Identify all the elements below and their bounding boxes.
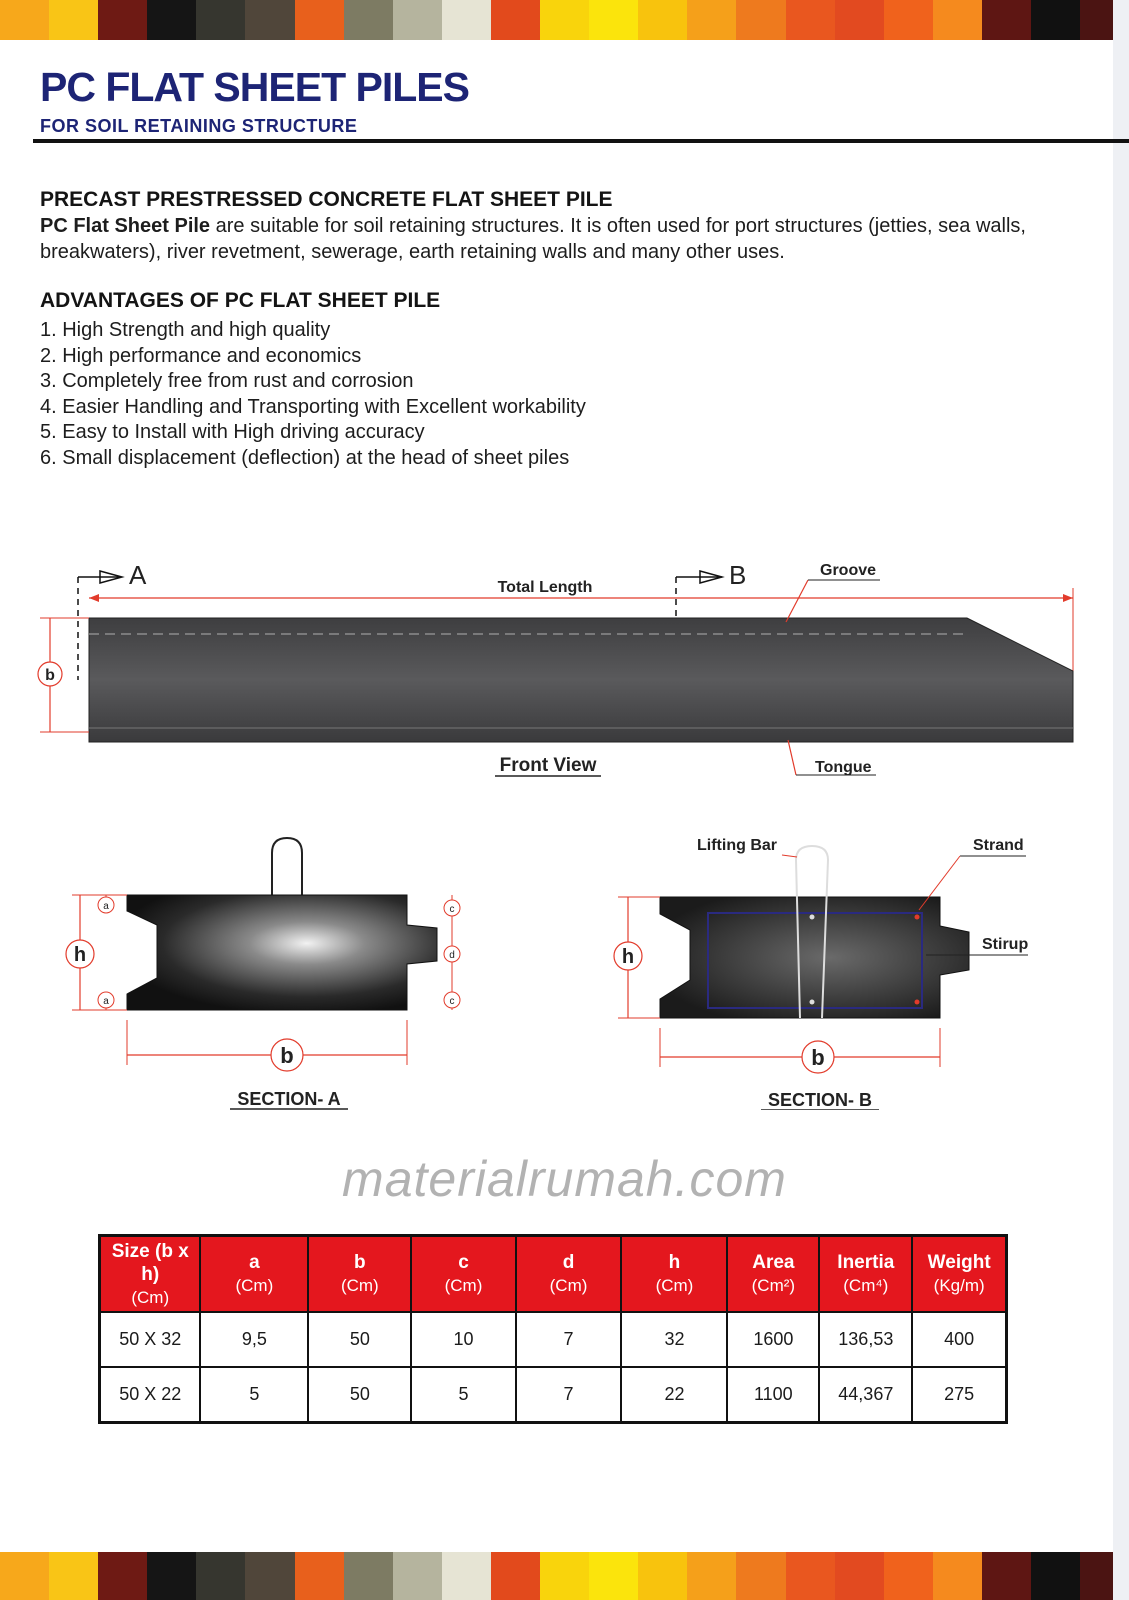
strand-dot bbox=[810, 1000, 815, 1005]
tongue-label: Tongue bbox=[815, 759, 872, 776]
front-view bbox=[38, 560, 1073, 776]
color-swatch bbox=[540, 0, 589, 40]
col-header-b: b (Cm) bbox=[308, 1236, 411, 1313]
lifting-bar-label: Lifting Bar bbox=[697, 837, 777, 854]
intro-lead-rest: are suitable for soil retaining structures. It is often used for port structures (jetties, sea walls, breakwaters), river revetment, sewerage, earth retaining walls and many other uses. bbox=[40, 215, 1026, 263]
color-swatch bbox=[295, 0, 344, 40]
table-cell: 44,367 bbox=[819, 1367, 912, 1423]
table-cell: 5 bbox=[411, 1367, 515, 1423]
col-header-area: Area (Cm²) bbox=[727, 1236, 819, 1313]
color-swatch bbox=[1031, 0, 1080, 40]
intro-heading: PRECAST PRESTRESSED CONCRETE FLAT SHEET PILE bbox=[40, 188, 613, 211]
intro-paragraph bbox=[40, 213, 1100, 265]
page-title: PC FLAT SHEET PILES bbox=[40, 64, 469, 110]
color-swatch bbox=[196, 0, 245, 40]
table-cell: 50 bbox=[308, 1367, 411, 1423]
col-header-weight: Weight (Kg/m) bbox=[912, 1236, 1006, 1313]
color-swatch bbox=[344, 1552, 393, 1600]
color-swatch bbox=[491, 0, 540, 40]
lifting-bar-leader bbox=[782, 855, 797, 857]
table-cell: 22 bbox=[621, 1367, 727, 1423]
color-swatch bbox=[442, 1552, 491, 1600]
color-swatch bbox=[884, 1552, 933, 1600]
dim-arrow-icon bbox=[1063, 594, 1073, 602]
list-item: 4. Easier Handling and Transporting with Excellent workability bbox=[40, 395, 586, 418]
color-swatch bbox=[589, 0, 638, 40]
section-b-caption: SECTION- B bbox=[767, 1090, 873, 1110]
table-cell: 50 bbox=[308, 1312, 411, 1367]
color-swatch bbox=[638, 0, 687, 40]
color-swatch bbox=[491, 1552, 540, 1600]
section-a bbox=[66, 838, 460, 1109]
color-swatch bbox=[147, 0, 196, 40]
lifting-loop bbox=[272, 838, 302, 895]
col-header-d: d (Cm) bbox=[516, 1236, 622, 1313]
total-length-label: Total Length bbox=[497, 579, 593, 596]
table-cell: 32 bbox=[621, 1312, 727, 1367]
c-dim-label: c bbox=[449, 904, 455, 915]
h-dim-label: h bbox=[73, 944, 87, 966]
color-swatch bbox=[884, 0, 933, 40]
color-swatch bbox=[295, 1552, 344, 1600]
color-swatch bbox=[245, 1552, 294, 1600]
table-cell: 9,5 bbox=[200, 1312, 308, 1367]
color-swatch bbox=[393, 1552, 442, 1600]
table-cell: 136,53 bbox=[819, 1312, 912, 1367]
list-item: 5. Easy to Install with High driving accuracy bbox=[40, 421, 425, 444]
color-swatch bbox=[786, 0, 835, 40]
table-cell: 7 bbox=[516, 1367, 622, 1423]
color-swatch bbox=[49, 0, 98, 40]
table-cell: 50 X 32 bbox=[100, 1312, 201, 1367]
color-swatch bbox=[245, 0, 294, 40]
strand-dot bbox=[915, 915, 920, 920]
list-item: 3. Completely free from rust and corrosion bbox=[40, 370, 414, 393]
b-dim-label: b bbox=[811, 1045, 825, 1070]
color-swatch bbox=[638, 1552, 687, 1600]
pile-body bbox=[89, 618, 1073, 742]
table-cell: 7 bbox=[516, 1312, 622, 1367]
h-dim-label: h bbox=[621, 946, 635, 968]
intro-lead-bold: PC Flat Sheet Pile bbox=[40, 215, 211, 237]
dim-arrow-icon bbox=[89, 594, 99, 602]
col-header-inertia: Inertia (Cm⁴) bbox=[819, 1236, 912, 1313]
color-swatch bbox=[982, 1552, 1031, 1600]
color-swatch bbox=[687, 1552, 736, 1600]
color-swatch bbox=[736, 1552, 785, 1600]
color-swatch bbox=[0, 0, 49, 40]
list-item: 2. High performance and economics bbox=[40, 344, 362, 367]
advantages-heading: ADVANTAGES OF PC FLAT SHEET PILE bbox=[40, 289, 441, 312]
table-cell: 1600 bbox=[727, 1312, 819, 1367]
color-swatch bbox=[540, 1552, 589, 1600]
strand-label: Strand bbox=[973, 837, 1024, 854]
stirup-label: Stirup bbox=[982, 936, 1029, 953]
color-swatch bbox=[147, 1552, 196, 1600]
front-view-caption: Front View bbox=[499, 755, 597, 776]
section-b bbox=[614, 837, 1028, 1110]
section-b-marker: B bbox=[729, 560, 747, 590]
header-rule bbox=[33, 139, 1129, 143]
list-item: 6. Small displacement (deflection) at the head of sheet piles bbox=[40, 446, 570, 469]
table-row bbox=[100, 1367, 1007, 1423]
groove-leader bbox=[786, 580, 808, 622]
page-subtitle: FOR SOIL RETAINING STRUCTURE bbox=[40, 116, 358, 136]
table-row bbox=[100, 1312, 1007, 1367]
a-dim-label: a bbox=[103, 996, 109, 1007]
col-header-c: c (Cm) bbox=[411, 1236, 515, 1313]
d-dim-label: d bbox=[449, 950, 455, 961]
tongue-leader bbox=[788, 740, 796, 775]
list-item: 1. High Strength and high quality bbox=[40, 319, 331, 341]
b-dim-label: b bbox=[280, 1043, 294, 1068]
table-cell: 275 bbox=[912, 1367, 1006, 1423]
groove-label: Groove bbox=[820, 562, 877, 579]
b-dim-label: b bbox=[45, 667, 55, 684]
section-a-marker: A bbox=[129, 560, 147, 590]
color-swatch bbox=[344, 0, 393, 40]
c-dim-label: c bbox=[449, 996, 455, 1007]
color-swatch bbox=[687, 0, 736, 40]
advantages-list bbox=[40, 318, 586, 472]
strand-dot bbox=[915, 1000, 920, 1005]
section-a-body bbox=[127, 895, 437, 1010]
a-dim-label: a bbox=[103, 901, 109, 912]
color-swatch bbox=[835, 1552, 884, 1600]
color-swatch bbox=[393, 0, 442, 40]
col-header-h: h (Cm) bbox=[621, 1236, 727, 1313]
color-swatch bbox=[442, 0, 491, 40]
color-swatch bbox=[196, 1552, 245, 1600]
spec-table bbox=[98, 1234, 1008, 1424]
color-swatch bbox=[49, 1552, 98, 1600]
color-swatch bbox=[933, 0, 982, 40]
color-swatch bbox=[835, 0, 884, 40]
table-cell: 10 bbox=[411, 1312, 515, 1367]
color-swatch bbox=[98, 1552, 147, 1600]
color-swatch bbox=[1031, 1552, 1080, 1600]
technical-drawing bbox=[0, 550, 1129, 1110]
table-cell: 1100 bbox=[727, 1367, 819, 1423]
color-swatch bbox=[98, 0, 147, 40]
table-cell: 50 X 22 bbox=[100, 1367, 201, 1423]
color-swatch bbox=[589, 1552, 638, 1600]
bottom-color-stripe bbox=[0, 1552, 1129, 1600]
col-header-a: a (Cm) bbox=[200, 1236, 308, 1313]
watermark: materialrumah.com bbox=[342, 1151, 787, 1207]
table-cell: 400 bbox=[912, 1312, 1006, 1367]
color-swatch bbox=[982, 0, 1031, 40]
color-swatch bbox=[736, 0, 785, 40]
color-swatch bbox=[0, 1552, 49, 1600]
color-swatch bbox=[786, 1552, 835, 1600]
top-color-stripe bbox=[0, 0, 1129, 40]
table-header-row bbox=[100, 1236, 1007, 1313]
section-a-caption: SECTION- A bbox=[237, 1089, 341, 1109]
strand-dot bbox=[810, 915, 815, 920]
table-cell: 5 bbox=[200, 1367, 308, 1423]
col-header-size: Size (b x h) (Cm) bbox=[100, 1236, 201, 1313]
color-swatch bbox=[933, 1552, 982, 1600]
